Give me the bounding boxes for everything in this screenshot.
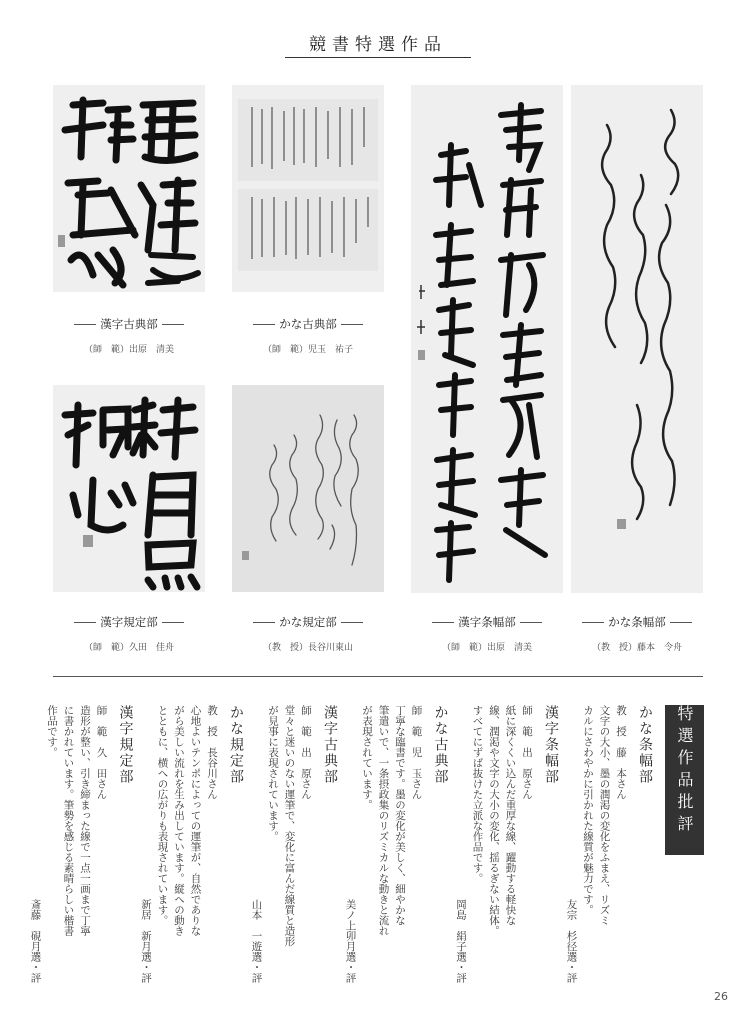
entry-line: 筆遣いで、一条摂政集のリズミカルな動きと流れ — [377, 705, 390, 936]
caption-author: （教 授）藤本 令舟 — [591, 643, 682, 653]
entry-reviewer: 山本 一遊選・評 — [250, 899, 263, 983]
calligraphy-image — [571, 85, 703, 593]
entry-line: 造形が整い、引き締まった線で一点一画まで丁寧 — [79, 705, 91, 936]
entry-line: カルにさわやかに引かれた線質が魅力です。 — [582, 705, 594, 915]
artwork-kana-classic — [232, 85, 384, 292]
calligraphy-image — [232, 85, 384, 292]
entry-category: かな古典部 — [432, 705, 449, 785]
entry-line: がら美しい流れを生み出しています。縦への動き — [173, 705, 185, 936]
caption-kanji-classic — [49, 316, 209, 355]
entry-category: かな条幅部 — [637, 705, 653, 785]
caption-author: （師 範）出原 清美 — [441, 643, 532, 653]
artwork-kana-hanging-scroll — [571, 85, 703, 593]
entry-line: が表現されています。 — [361, 705, 373, 810]
caption-category — [49, 614, 209, 630]
entry-line: に書かれています。筆勢を感じる素晴らしい楷書 — [62, 705, 75, 936]
entry-reviewer: 新居 新月選・評 — [140, 899, 152, 983]
artwork-kanji-hanging-scroll — [411, 85, 563, 593]
entry-line: 作品です。 — [46, 705, 58, 758]
entry-category: 漢字古典部 — [322, 705, 338, 785]
entry-reviewer: 友宗 杉径選・評 — [565, 899, 578, 983]
category-label: かな条幅部 — [608, 615, 666, 629]
caption-category — [228, 614, 388, 630]
entry-line: 師 範 出 原さん — [521, 705, 533, 800]
page-number: 26 — [714, 990, 728, 1003]
calligraphy-image — [53, 85, 205, 292]
entry-line: 紙に深くくい込んだ重厚な線、躍動する軽快な — [504, 705, 517, 926]
entry-reviewer: 斎藤 硯月選・評 — [29, 899, 42, 983]
entry-line: 師 範 久 田さん — [95, 705, 108, 800]
caption-author: （師 範）出原 清美 — [83, 345, 174, 355]
category-label: かな古典部 — [279, 317, 337, 331]
page-title: 競書特選作品 — [285, 30, 471, 58]
caption-kana-classic — [228, 316, 388, 355]
section-divider — [53, 676, 703, 677]
critique-heading: 特選作品批評 — [665, 705, 704, 855]
artwork-kanji-regulation — [53, 385, 205, 592]
caption-kana-regulation — [228, 614, 388, 653]
calligraphy-image — [53, 385, 205, 592]
entry-reviewer: 美ノ上卯月選・評 — [344, 899, 357, 983]
entry-line: 教 授 長谷川さん — [206, 705, 218, 800]
calligraphy-image — [411, 85, 563, 593]
caption-kanji-hanging-scroll — [407, 614, 567, 653]
entry-line: 文字の大小、墨の潤渇の変化をふまえ、リズミ — [598, 705, 611, 926]
entry-line: 丁寧な臨書です。墨の変化が美しく、細やかな — [394, 705, 406, 926]
caption-author: （教 授）長谷川東山 — [262, 643, 353, 653]
entry-line: 堂々と迷いのない運筆で、変化に富んだ線質と造形 — [283, 705, 296, 947]
category-label: 漢字規定部 — [100, 615, 158, 629]
caption-category — [49, 316, 209, 332]
caption-author: （師 範）児玉 祐子 — [262, 345, 353, 355]
category-label: 漢字古典部 — [100, 317, 158, 331]
entry-line: 師 範 出 原さん — [300, 705, 312, 800]
category-label: 漢字条幅部 — [458, 615, 516, 629]
artwork-kana-regulation — [232, 385, 384, 592]
entry-line: とともに、横への広がりも表現されています。 — [156, 705, 169, 926]
entry-line: 心地よいテンポによっての運筆が、自然でありな — [189, 705, 202, 936]
category-label: かな規定部 — [279, 615, 337, 629]
critique-section — [29, 705, 704, 983]
caption-category — [407, 614, 567, 630]
entry-line: すべてにずば抜けた立派な作品です。 — [471, 705, 484, 884]
caption-category — [557, 614, 717, 630]
caption-kanji-regulation — [49, 614, 209, 653]
caption-author: （師 範）久田 佳舟 — [83, 643, 174, 653]
artwork-kanji-classic — [53, 85, 205, 292]
caption-category — [228, 316, 388, 332]
entry-category: かな規定部 — [228, 705, 244, 785]
calligraphy-image — [232, 385, 384, 592]
entry-line: 教 授 藤 本さん — [615, 705, 627, 800]
entry-line: が見事に表現されています。 — [267, 705, 279, 842]
entry-line: 線、潤渇や文字の大小の変化、揺るぎない結体。 — [488, 705, 500, 936]
entry-line: 師 範 児 玉さん — [410, 705, 423, 800]
entry-category: 漢字条幅部 — [543, 705, 559, 785]
entry-category: 漢字規定部 — [117, 705, 134, 785]
caption-kana-hanging-scroll — [557, 614, 717, 653]
entry-reviewer: 岡島 絹子選・評 — [455, 899, 467, 983]
